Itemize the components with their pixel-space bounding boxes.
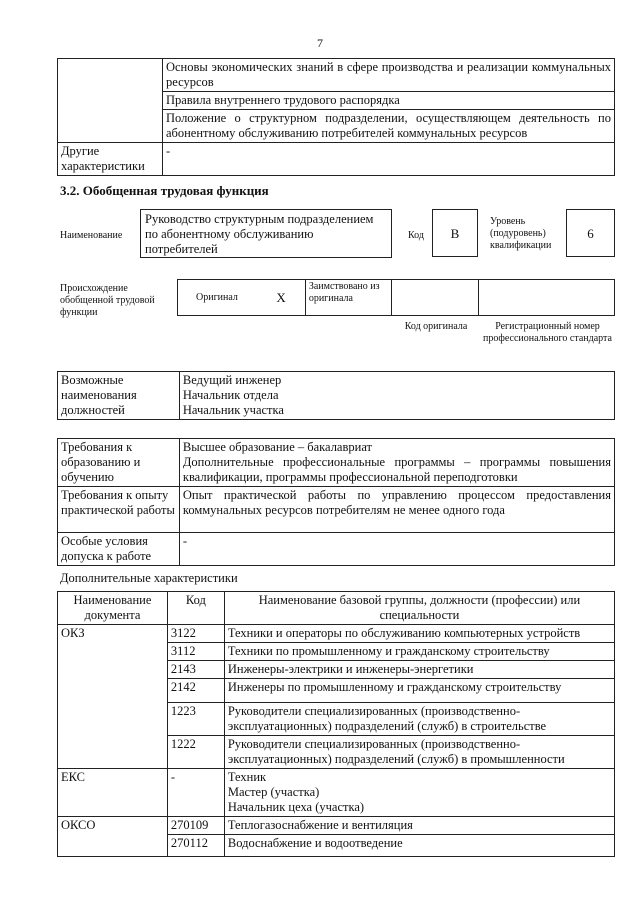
education-label: Требования к образованию и обучению [58,439,180,487]
okz-code: 1223 [167,703,224,736]
other-characteristics-label: Другие характеристики [58,143,163,176]
header-document: Наименование документа [58,592,168,625]
top-table-row-3: Положение о структурном подразделении, осуществляющем деятельность по абонентному обслуживанию потребителей коммунальных ресурсов [162,110,614,143]
eks-name: Мастер (участка) [227,785,320,799]
okso-code: 270112 [167,835,224,857]
code-label: Код [408,230,424,241]
education-item: Дополнительные профессиональные программы – программы повышения квалификации, программы профессиональной переподготовки [182,455,611,484]
position-item: Начальник отдела [182,388,279,402]
okz-name: Руководители специализированных (производственно-эксплуатационных) подразделений (служб) в строительстве [224,703,614,736]
reg-number-cell [479,280,615,316]
name-label: Наименование [60,230,123,241]
origin-label: Происхождение обобщенной трудовой функции [60,283,155,318]
education-item: Высшее образование – бакалавриат [182,440,373,454]
special-conditions-label: Особые условия допуска к работе [58,533,180,566]
okz-code: 1222 [167,736,224,769]
origin-table [177,279,615,316]
okz-code: 3122 [167,625,224,643]
top-table-row-2: Правила внутреннего трудового распорядка [162,92,614,110]
eks-name: Техник [227,770,267,784]
header-name: Наименование базовой группы, должности (профессии) или специальности [224,592,614,625]
borrowed-label: Заимствовано из оригинала [305,280,391,316]
requirements-table [57,438,615,566]
doc-okz: ОКЗ [58,625,168,769]
okso-name: Теплогазоснабжение и вентиляция [224,817,614,835]
positions-label: Возможные наименования должностей [58,372,180,420]
okz-name: Инженеры-электрики и инженеры-энергетики [224,661,614,679]
okz-name: Руководители специализированных (производственно-эксплуатационных) подразделений (служб) в промышленности [224,736,614,769]
eks-code: - [167,769,224,817]
okz-code: 2142 [167,679,224,703]
original-mark: Х [257,280,305,316]
header-code: Код [167,592,224,625]
okso-code: 270109 [167,817,224,835]
special-conditions-value: - [179,533,614,566]
reg-number-caption: Регистрационный номер профессионального стандарта [483,321,612,344]
position-item: Начальник участка [182,403,284,417]
code-original-caption: Код оригинала [404,321,468,332]
okz-code: 3112 [167,643,224,661]
doc-eks: ЕКС [58,769,168,817]
top-table-row-1: Основы экономических знаний в сфере производства и реализации коммунальных ресурсов [162,59,614,92]
code-value-box: В [432,209,478,257]
okz-name: Техники и операторы по обслуживанию компьютерных устройств [224,625,614,643]
eks-name: Начальник цеха (участка) [227,800,365,814]
function-name-box: Руководство структурным подразделением по абонентному обслуживанию потребителей [140,209,392,258]
other-characteristics-value: - [162,143,614,176]
original-code-cell [391,280,479,316]
level-value-box: 6 [566,209,615,257]
top-table-empty-cell [58,59,163,143]
okz-name: Инженеры по промышленному и гражданскому строительству [224,679,614,703]
page-number: 7 [317,36,323,50]
additional-title: Дополнительные характеристики [60,571,238,585]
section-title: 3.2. Обобщенная трудовая функция [60,183,269,198]
position-item: Ведущий инженер [182,373,282,387]
additional-table [57,591,615,857]
experience-label: Требования к опыту практической работы [58,487,180,533]
level-label: Уровень (подуровень) квалификации [490,216,552,251]
okso-name: Водоснабжение и водоотведение [224,835,614,857]
original-label: Оригинал [178,280,258,316]
positions-table [57,371,615,420]
okz-code: 2143 [167,661,224,679]
experience-value: Опыт практической работы по управлению процессом предоставления коммунальных ресурсов потребителям не менее одного года [179,487,614,533]
doc-okso: ОКСО [58,817,168,857]
top-table [57,58,615,176]
okz-name: Техники по промышленному и гражданскому строительству [224,643,614,661]
